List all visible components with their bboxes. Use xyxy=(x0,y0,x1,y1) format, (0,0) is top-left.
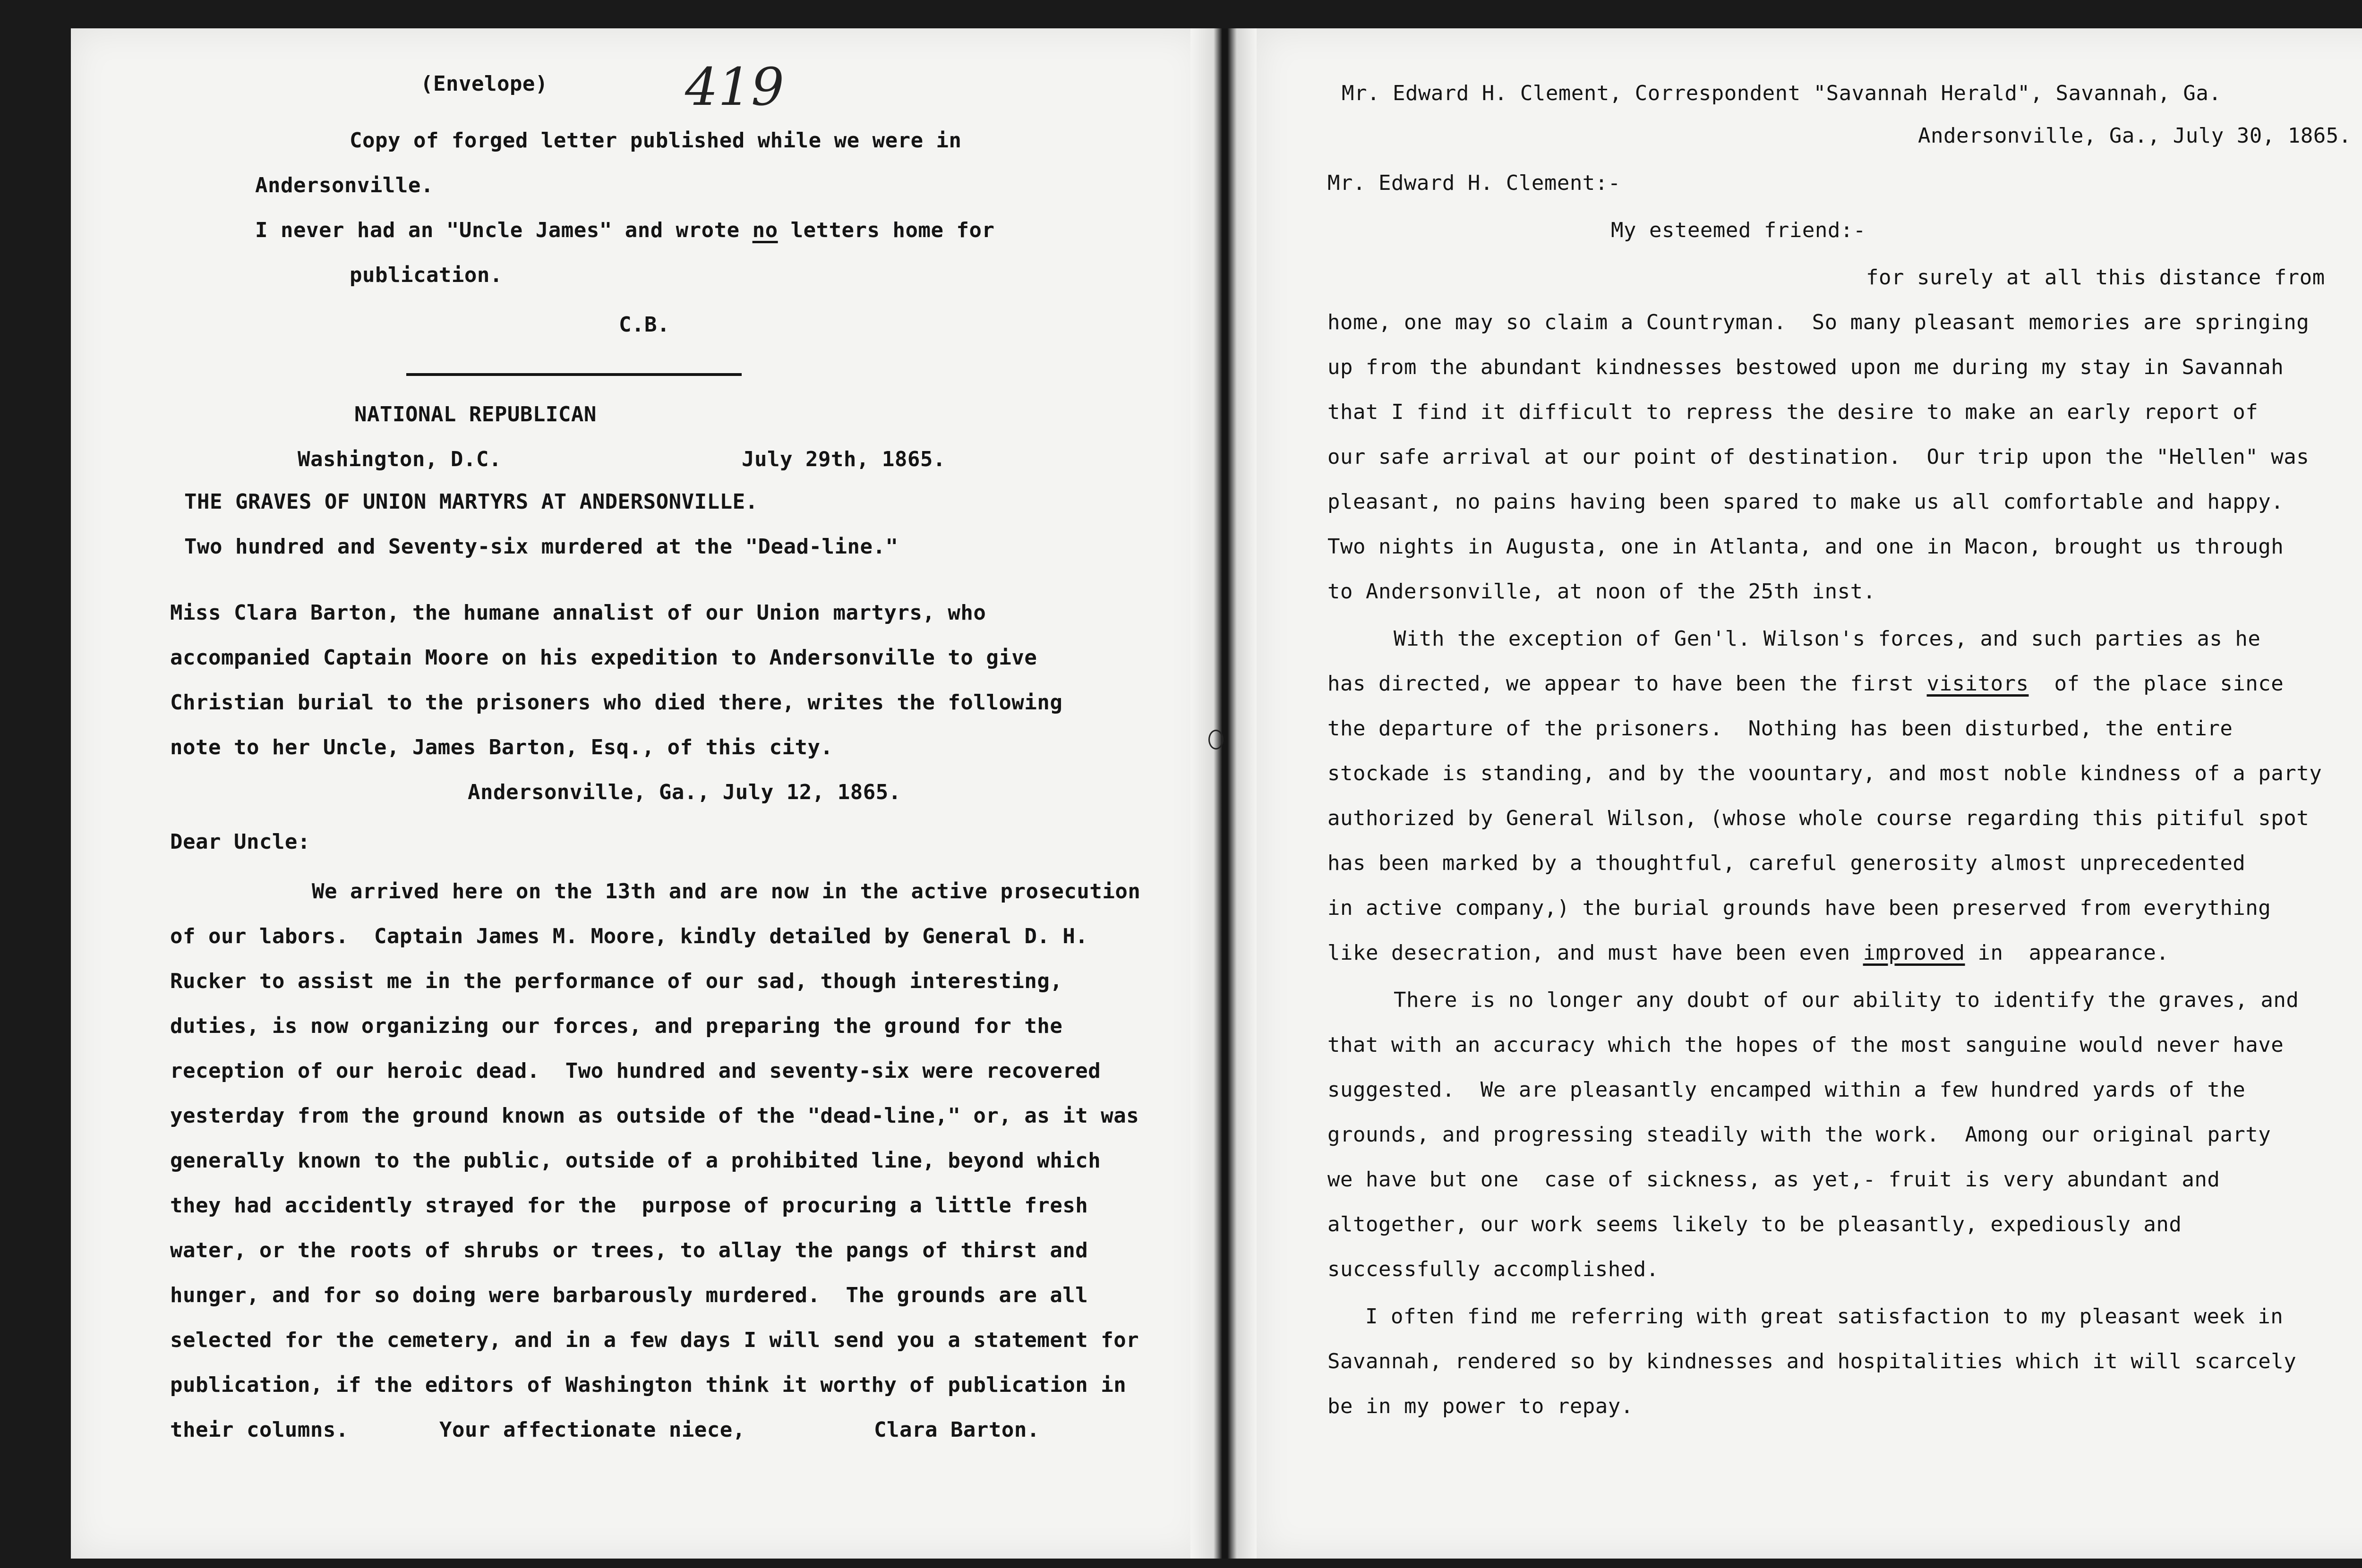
intro-line: accompanied Captain Moore on his expedition to Andersonville to give xyxy=(170,646,1037,670)
intro-line: Christian burial to the prisoners who died there, writes the following xyxy=(170,690,1063,715)
article-subheadline: Two hundred and Seventy-six murdered at the "Dead-line." xyxy=(184,535,899,559)
paragraph-2-line: With the exception of Gen'l. Wilson's forces, and such parties as he xyxy=(1394,627,2261,651)
article-headline: THE GRAVES OF UNION MARTYRS AT ANDERSONVILLE. xyxy=(184,490,758,514)
note-line-2: Andersonville. xyxy=(255,173,434,197)
emphasis-visitors: visitors xyxy=(1926,672,2029,696)
letter-body-line: hunger, and for so doing were barbarously murdered. The grounds are all xyxy=(170,1283,1088,1307)
letter-signature: Clara Barton. xyxy=(874,1418,1040,1442)
dateline-place: Washington, D.C. xyxy=(298,447,502,471)
letter-body-line: their columns. xyxy=(170,1418,349,1442)
letter-body-line: Rucker to assist me in the performance of our sad, though interesting, xyxy=(170,969,1063,993)
paragraph-2-last-end: in appearance. xyxy=(1965,941,2169,965)
letter-body-line: generally known to the public, outside of a prohibited line, beyond which xyxy=(170,1149,1101,1173)
paragraph-3-line: we have but one case of sickness, as yet,- fruit is very abundant and xyxy=(1327,1167,2220,1192)
envelope-label: (Envelope) xyxy=(420,72,548,96)
paragraph-2-line-start: has directed, we appear to have been the first xyxy=(1327,672,1927,696)
paragraph-1-line: Two nights in Augusta, one in Atlanta, and one in Macon, brought us through xyxy=(1327,535,2284,559)
addressee-line: Mr. Edward H. Clement:- xyxy=(1327,171,1621,195)
book-gutter xyxy=(1190,28,1257,1559)
emphasis-improved: improved xyxy=(1863,941,1965,965)
left-page xyxy=(71,28,1205,1559)
note-line-1: Copy of forged letter published while we were in xyxy=(350,128,962,153)
separator-rule xyxy=(406,373,742,376)
paragraph-1-line: pleasant, no pains having been spared to make us all comfortable and happy. xyxy=(1327,490,2284,514)
binding-hole-mark xyxy=(1208,730,1224,750)
note-line-4: publication. xyxy=(350,263,503,287)
paragraph-1-line: for surely at all this distance from xyxy=(1866,265,2325,290)
intro-line: note to her Uncle, James Barton, Esq., of this city. xyxy=(170,735,833,759)
dateline-date: July 29th, 1865. xyxy=(742,447,946,471)
paragraph-2-line-end: of the place since xyxy=(2028,672,2284,696)
letter-body-line: reception of our heroic dead. Two hundred and seventy-six were recovered xyxy=(170,1059,1101,1083)
paragraph-2-line: stockade is standing, and by the voountary, and most noble kindness of a party xyxy=(1327,761,2322,785)
note-line-3-end: letters home for xyxy=(778,218,995,242)
paragraph-2-line xyxy=(1327,671,2284,697)
paragraph-3-line: grounds, and progressing steadily with the work. Among our original party xyxy=(1327,1123,2271,1147)
note-initials: C.B. xyxy=(619,313,670,337)
letter-closing: Your affectionate niece, xyxy=(439,1418,745,1442)
letter-body-line: We arrived here on the 13th and are now in the active prosecution xyxy=(312,879,1141,903)
note-emphasis-no: no xyxy=(752,218,778,242)
letter-body-line: duties, is now organizing our forces, and preparing the ground for the xyxy=(170,1014,1063,1038)
letter-body-line: publication, if the editors of Washington think it worthy of publication in xyxy=(170,1373,1127,1397)
paragraph-2-line: has been marked by a thoughtful, careful generosity almost unprecedented xyxy=(1327,851,2246,875)
paragraph-3-line: altogether, our work seems likely to be pleasantly, expediously and xyxy=(1327,1212,2182,1236)
letter-body-line: of our labors. Captain James M. Moore, kindly detailed by General D. H. xyxy=(170,924,1088,948)
paragraph-2-last-start: like desecration, and must have been even xyxy=(1327,941,1863,965)
paragraph-1-line: to Andersonville, at noon of the 25th inst. xyxy=(1327,579,1876,604)
greeting-line: My esteemed friend:- xyxy=(1611,218,1866,242)
paragraph-2-line: authorized by General Wilson, (whose whole course regarding this pitiful spot xyxy=(1327,806,2310,830)
note-line-3-start: I never had an "Uncle James" and wrote xyxy=(255,218,753,242)
paragraph-1-line: our safe arrival at our point of destination. Our trip upon the "Hellen" was xyxy=(1327,445,2310,469)
paragraph-3-line: that with an accuracy which the hopes of the most sanguine would never have xyxy=(1327,1033,2284,1057)
letter-body-line: selected for the cemetery, and in a few days I will send you a statement for xyxy=(170,1328,1139,1352)
letter-body-line: yesterday from the ground known as outside of the "dead-line," or, as it was xyxy=(170,1104,1139,1128)
paragraph-3-line: successfully accomplished. xyxy=(1327,1257,1659,1281)
paragraph-3-line: suggested. We are pleasantly encamped within a few hundred yards of the xyxy=(1327,1078,2246,1102)
header-line-1: Mr. Edward H. Clement, Correspondent "Savannah Herald", Savannah, Ga. xyxy=(1342,81,2222,105)
intro-line: Miss Clara Barton, the humane annalist of our Union martyrs, who xyxy=(170,601,986,625)
letter-salutation: Dear Uncle: xyxy=(170,830,310,854)
paragraph-1-line: home, one may so claim a Countryman. So many pleasant memories are springing xyxy=(1327,310,2310,334)
paragraph-4-line: Savannah, rendered so by kindnesses and hospitalities which it will scarcely xyxy=(1327,1349,2297,1373)
letter-body-line: water, or the roots of shrubs or trees, to allay the pangs of thirst and xyxy=(170,1238,1088,1262)
paragraph-1-line: that I find it difficult to repress the desire to make an early report of xyxy=(1327,400,2259,424)
header-line-2: Andersonville, Ga., July 30, 1865. xyxy=(1918,124,2352,148)
paragraph-1-line: up from the abundant kindnesses bestowed upon me during my stay in Savannah xyxy=(1327,355,2284,379)
right-page xyxy=(1257,28,2362,1559)
paragraph-2-line: in active company,) the burial grounds have been preserved from everything xyxy=(1327,896,2271,920)
paragraph-4-line: I often find me referring with great satisfaction to my pleasant week in xyxy=(1365,1304,2284,1329)
letter-body-line: they had accidently strayed for the purpose of procuring a little fresh xyxy=(170,1193,1088,1218)
paragraph-3-line: There is no longer any doubt of our ability to identify the graves, and xyxy=(1394,988,2299,1012)
paragraph-2-line: the departure of the prisoners. Nothing has been disturbed, the entire xyxy=(1327,716,2233,741)
paragraph-2-line xyxy=(1327,940,2169,966)
letter-dateline: Andersonville, Ga., July 12, 1865. xyxy=(468,780,901,804)
newspaper-masthead: NATIONAL REPUBLICAN xyxy=(354,402,597,426)
folio-number: 419 xyxy=(685,57,784,117)
paragraph-4-line: be in my power to repay. xyxy=(1327,1394,1634,1418)
note-line-3 xyxy=(255,217,994,244)
